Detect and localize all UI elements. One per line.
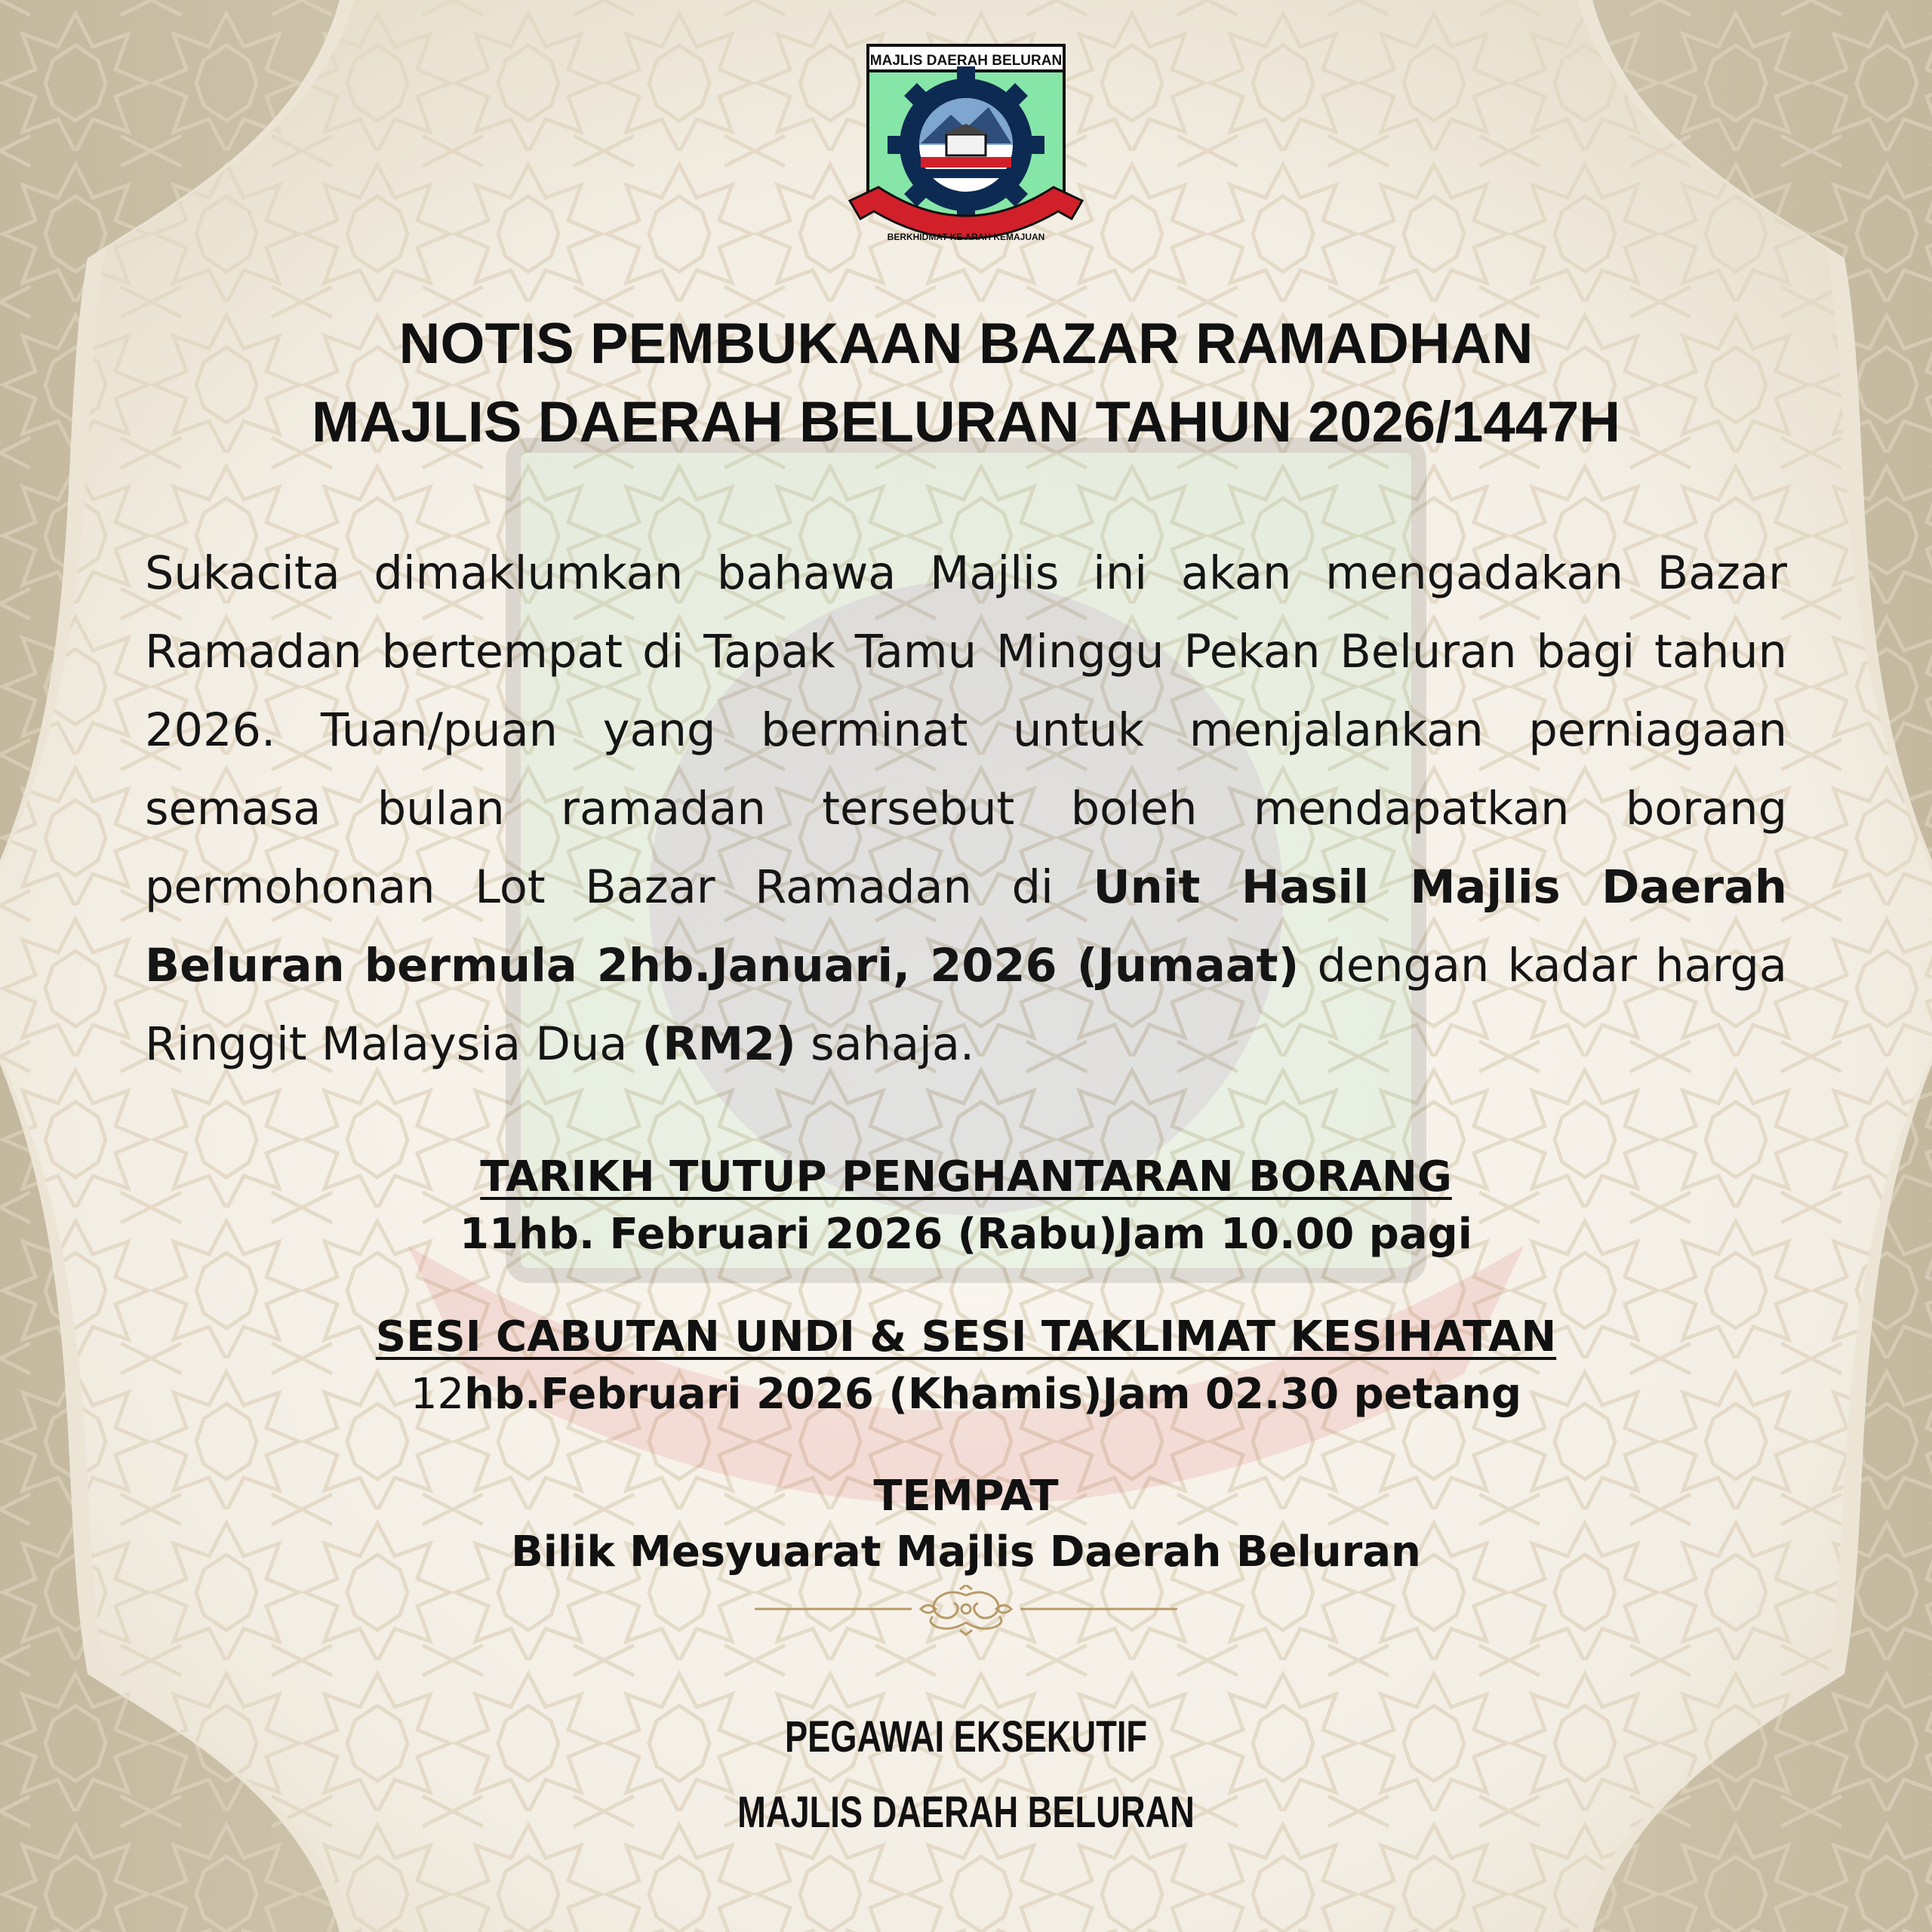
body-text-part-1: Sukacita dimaklumkan bahawa Majlis ini akan mengadakan Bazar Ramadan bertempat di Tapak Tamu Minggu Pekan Beluran bagi tahun 2026. Tuan/puan yang berminat untuk menjalankan perniagaan semasa bulan ramadan tersebut boleh mendapatkan borang permohonan Lot Bazar Ramadan di bbox=[145, 547, 1787, 914]
crest-ribbon-motto: BERKHIDMAT KE ARAH KEMAJUAN bbox=[887, 232, 1045, 242]
signature-title: PEGAWAI EKSEKUTIF bbox=[784, 1712, 1148, 1761]
session-detail bbox=[211, 1368, 1721, 1421]
floral-divider-ornament-icon bbox=[747, 1585, 1185, 1638]
notice-body-paragraph bbox=[145, 534, 1787, 1084]
notice-title-line-1: NOTIS PEMBUKAAN BAZAR RAMADHAN bbox=[398, 312, 1534, 376]
venue-heading: TEMPAT bbox=[873, 1472, 1059, 1521]
body-text-part-2: dengan kadar harga Ringgit Malaysia Dua bbox=[145, 940, 1787, 1071]
session-detail-prefix: 12 bbox=[410, 1370, 465, 1419]
venue-detail: Bilik Mesyuarat Majlis Daerah Beluran bbox=[511, 1527, 1421, 1577]
closing-date-heading: TARIKH TUTUP PENGHANTARAN BORANG bbox=[480, 1152, 1452, 1201]
session-heading: SESI CABUTAN UNDI & SESI TAKLIMAT KESIHATAN bbox=[375, 1312, 1557, 1361]
body-bold-unit-hasil: Unit Hasil Majlis Daerah Beluran bermula 2hb.Januari, 2026 (Jumaat) bbox=[145, 861, 1787, 992]
body-bold-price: (RM2) bbox=[641, 1018, 796, 1071]
session-detail-date: hb.Februari 2026 (Khamis)Jam 02.30 petang bbox=[464, 1370, 1522, 1419]
crest-banner-text: MAJLIS DAERAH BELURAN bbox=[869, 53, 1063, 69]
signature-organization: MAJLIS DAERAH BELURAN bbox=[737, 1788, 1195, 1837]
notice-title-line-2: MAJLIS DAERAH BELURAN TAHUN 2026/1447H bbox=[311, 390, 1621, 454]
body-text-part-3: sahaja. bbox=[795, 1018, 975, 1071]
closing-date-detail: 11hb. Februari 2026 (Rabu)Jam 10.00 pagi bbox=[460, 1210, 1472, 1259]
